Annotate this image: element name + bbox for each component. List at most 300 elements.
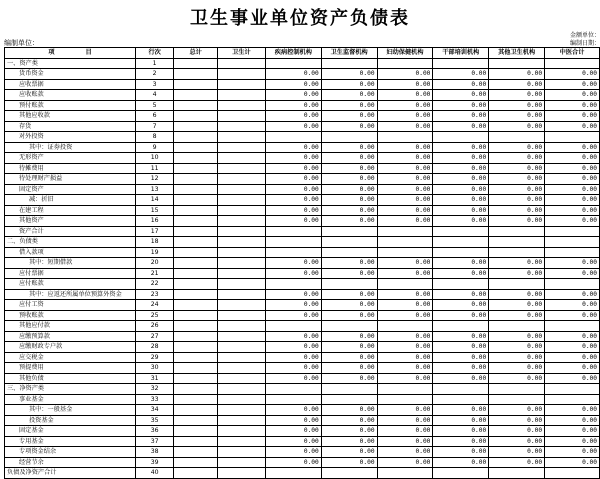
empty-cell xyxy=(321,468,377,479)
value-cell: 0.00 xyxy=(265,457,321,468)
value-cell: 0.00 xyxy=(545,342,600,353)
empty-cell xyxy=(321,279,377,290)
row-item-label: 在建工程 xyxy=(5,205,136,216)
row-item-label: 预收账款 xyxy=(5,310,136,321)
value-cell: 0.00 xyxy=(377,79,433,90)
empty-cell xyxy=(377,384,433,395)
table-row xyxy=(5,300,600,311)
empty-cell xyxy=(218,111,266,122)
empty-cell xyxy=(218,69,266,80)
row-line-number: 1 xyxy=(136,58,174,69)
empty-cell xyxy=(174,426,218,437)
table-row xyxy=(5,310,600,321)
row-line-number: 6 xyxy=(136,111,174,122)
empty-cell xyxy=(321,321,377,332)
value-cell: 0.00 xyxy=(377,415,433,426)
value-cell: 0.00 xyxy=(377,457,433,468)
row-line-number: 5 xyxy=(136,100,174,111)
table-row xyxy=(5,321,600,332)
row-item-label: 资产合计 xyxy=(5,226,136,237)
table-row xyxy=(5,457,600,468)
row-line-number: 39 xyxy=(136,457,174,468)
empty-cell xyxy=(174,310,218,321)
empty-cell xyxy=(377,58,433,69)
table-row xyxy=(5,352,600,363)
value-cell: 0.00 xyxy=(489,436,545,447)
value-cell: 0.00 xyxy=(545,363,600,374)
value-cell: 0.00 xyxy=(433,426,489,437)
value-cell: 0.00 xyxy=(433,195,489,206)
empty-cell xyxy=(545,468,600,479)
empty-cell xyxy=(433,58,489,69)
value-cell: 0.00 xyxy=(545,153,600,164)
empty-cell xyxy=(174,352,218,363)
value-cell: 0.00 xyxy=(321,436,377,447)
value-cell: 0.00 xyxy=(433,258,489,269)
empty-cell xyxy=(218,405,266,416)
row-line-number: 32 xyxy=(136,384,174,395)
balance-sheet-table xyxy=(4,47,600,479)
row-item-label: 货币资金 xyxy=(5,69,136,80)
empty-cell xyxy=(174,321,218,332)
row-line-number: 33 xyxy=(136,394,174,405)
value-cell: 0.00 xyxy=(265,310,321,321)
empty-cell xyxy=(218,205,266,216)
table-row xyxy=(5,373,600,384)
empty-cell xyxy=(265,58,321,69)
value-cell: 0.00 xyxy=(377,121,433,132)
empty-cell xyxy=(174,258,218,269)
row-line-number: 16 xyxy=(136,216,174,227)
empty-cell xyxy=(174,226,218,237)
header-health-supervision: 卫生监督机构 xyxy=(321,48,377,59)
value-cell: 0.00 xyxy=(265,258,321,269)
table-body xyxy=(5,58,600,478)
empty-cell xyxy=(174,100,218,111)
empty-cell xyxy=(174,195,218,206)
row-line-number: 15 xyxy=(136,205,174,216)
empty-cell xyxy=(218,121,266,132)
row-item-label: 专项资金结余 xyxy=(5,447,136,458)
value-cell: 0.00 xyxy=(321,90,377,101)
header-health-total: 卫生计 xyxy=(218,48,266,59)
empty-cell xyxy=(218,300,266,311)
row-line-number: 27 xyxy=(136,331,174,342)
row-item-label: 应缴财政专户款 xyxy=(5,342,136,353)
row-item-label: 其他应付款 xyxy=(5,321,136,332)
empty-cell xyxy=(174,331,218,342)
value-cell: 0.00 xyxy=(321,363,377,374)
value-cell: 0.00 xyxy=(377,205,433,216)
empty-cell xyxy=(218,132,266,143)
value-cell: 0.00 xyxy=(545,90,600,101)
empty-cell xyxy=(218,436,266,447)
row-line-number: 10 xyxy=(136,153,174,164)
row-line-number: 28 xyxy=(136,342,174,353)
value-cell: 0.00 xyxy=(489,310,545,321)
value-cell: 0.00 xyxy=(489,289,545,300)
row-line-number: 24 xyxy=(136,300,174,311)
value-cell: 0.00 xyxy=(377,258,433,269)
row-item-label: 其中：应返还所属单位预算外资金 xyxy=(5,289,136,300)
empty-cell xyxy=(174,58,218,69)
row-item-label: 投资基金 xyxy=(5,415,136,426)
row-item-label: 待处理财产损益 xyxy=(5,174,136,185)
row-item-label: 负债及净资产合计 xyxy=(5,468,136,479)
value-cell: 0.00 xyxy=(265,174,321,185)
empty-cell xyxy=(433,384,489,395)
value-cell: 0.00 xyxy=(489,331,545,342)
value-cell: 0.00 xyxy=(321,174,377,185)
row-item-label: 固定基金 xyxy=(5,426,136,437)
empty-cell xyxy=(174,394,218,405)
row-line-number: 38 xyxy=(136,447,174,458)
value-cell: 0.00 xyxy=(545,184,600,195)
value-cell: 0.00 xyxy=(545,174,600,185)
value-cell: 0.00 xyxy=(321,268,377,279)
value-cell: 0.00 xyxy=(433,79,489,90)
empty-cell xyxy=(174,384,218,395)
value-cell: 0.00 xyxy=(377,363,433,374)
row-item-label: 其他负债 xyxy=(5,373,136,384)
value-cell: 0.00 xyxy=(377,174,433,185)
empty-cell xyxy=(218,279,266,290)
table-row xyxy=(5,195,600,206)
value-cell: 0.00 xyxy=(321,342,377,353)
empty-cell xyxy=(433,394,489,405)
empty-cell xyxy=(218,237,266,248)
empty-cell xyxy=(174,69,218,80)
row-item-label: 预提费用 xyxy=(5,363,136,374)
value-cell: 0.00 xyxy=(265,373,321,384)
table-row xyxy=(5,153,600,164)
value-cell: 0.00 xyxy=(545,331,600,342)
header-tcm-total: 中医合计 xyxy=(545,48,600,59)
value-cell: 0.00 xyxy=(265,363,321,374)
table-row xyxy=(5,79,600,90)
row-line-number: 8 xyxy=(136,132,174,143)
row-item-label: 其中：证券投资 xyxy=(5,142,136,153)
value-cell: 0.00 xyxy=(545,300,600,311)
value-cell: 0.00 xyxy=(545,216,600,227)
value-cell: 0.00 xyxy=(265,111,321,122)
value-cell: 0.00 xyxy=(545,163,600,174)
empty-cell xyxy=(218,342,266,353)
value-cell: 0.00 xyxy=(433,363,489,374)
empty-cell xyxy=(489,226,545,237)
empty-cell xyxy=(377,226,433,237)
empty-cell xyxy=(545,58,600,69)
empty-cell xyxy=(218,142,266,153)
table-row xyxy=(5,226,600,237)
empty-cell xyxy=(489,394,545,405)
empty-cell xyxy=(174,153,218,164)
empty-cell xyxy=(545,384,600,395)
empty-cell xyxy=(545,132,600,143)
value-cell: 0.00 xyxy=(545,426,600,437)
row-line-number: 20 xyxy=(136,258,174,269)
empty-cell xyxy=(377,468,433,479)
table-row xyxy=(5,342,600,353)
empty-cell xyxy=(174,205,218,216)
value-cell: 0.00 xyxy=(265,447,321,458)
row-line-number: 21 xyxy=(136,268,174,279)
empty-cell xyxy=(321,237,377,248)
value-cell: 0.00 xyxy=(433,331,489,342)
empty-cell xyxy=(218,352,266,363)
row-item-label: 应缴预算款 xyxy=(5,331,136,342)
value-cell: 0.00 xyxy=(489,268,545,279)
row-item-label: 借入款项 xyxy=(5,247,136,258)
row-item-label: 经营节余 xyxy=(5,457,136,468)
value-cell: 0.00 xyxy=(433,447,489,458)
value-cell: 0.00 xyxy=(321,300,377,311)
value-cell: 0.00 xyxy=(489,363,545,374)
empty-cell xyxy=(174,79,218,90)
value-cell: 0.00 xyxy=(377,373,433,384)
value-cell: 0.00 xyxy=(321,352,377,363)
table-row xyxy=(5,289,600,300)
value-cell: 0.00 xyxy=(489,184,545,195)
row-line-number: 18 xyxy=(136,237,174,248)
value-cell: 0.00 xyxy=(489,426,545,437)
compile-date-label: 编制日期： xyxy=(569,40,600,47)
header-maternal-child: 妇幼保健机构 xyxy=(377,48,433,59)
empty-cell xyxy=(174,237,218,248)
empty-cell xyxy=(489,468,545,479)
row-line-number: 35 xyxy=(136,415,174,426)
empty-cell xyxy=(321,247,377,258)
value-cell: 0.00 xyxy=(265,342,321,353)
empty-cell xyxy=(174,415,218,426)
value-cell: 0.00 xyxy=(489,373,545,384)
value-cell: 0.00 xyxy=(321,289,377,300)
row-line-number: 3 xyxy=(136,79,174,90)
row-line-number: 14 xyxy=(136,195,174,206)
value-cell: 0.00 xyxy=(265,163,321,174)
row-line-number: 22 xyxy=(136,279,174,290)
table-row xyxy=(5,405,600,416)
empty-cell xyxy=(218,247,266,258)
empty-cell xyxy=(489,237,545,248)
row-item-label: 专用基金 xyxy=(5,436,136,447)
value-cell: 0.00 xyxy=(489,405,545,416)
empty-cell xyxy=(433,237,489,248)
empty-cell xyxy=(174,184,218,195)
empty-cell xyxy=(218,153,266,164)
empty-cell xyxy=(218,384,266,395)
empty-cell xyxy=(218,195,266,206)
empty-cell xyxy=(265,384,321,395)
table-row xyxy=(5,132,600,143)
row-item-label: 其他应收款 xyxy=(5,111,136,122)
value-cell: 0.00 xyxy=(321,205,377,216)
value-cell: 0.00 xyxy=(433,373,489,384)
row-item-label: 应付票据 xyxy=(5,268,136,279)
value-cell: 0.00 xyxy=(489,342,545,353)
row-line-number: 12 xyxy=(136,174,174,185)
value-cell: 0.00 xyxy=(489,79,545,90)
row-item-label: 应交税金 xyxy=(5,352,136,363)
empty-cell xyxy=(174,174,218,185)
empty-cell xyxy=(218,268,266,279)
row-item-label: 应收账款 xyxy=(5,90,136,101)
value-cell: 0.00 xyxy=(321,153,377,164)
value-cell: 0.00 xyxy=(433,163,489,174)
empty-cell xyxy=(545,394,600,405)
value-cell: 0.00 xyxy=(433,405,489,416)
value-cell: 0.00 xyxy=(265,69,321,80)
table-row xyxy=(5,237,600,248)
table-row xyxy=(5,58,600,69)
empty-cell xyxy=(218,468,266,479)
row-item-label: 固定资产 xyxy=(5,184,136,195)
row-item-label: 应付工资 xyxy=(5,300,136,311)
empty-cell xyxy=(489,321,545,332)
value-cell: 0.00 xyxy=(433,205,489,216)
empty-cell xyxy=(174,142,218,153)
empty-cell xyxy=(489,279,545,290)
value-cell: 0.00 xyxy=(265,195,321,206)
value-cell: 0.00 xyxy=(545,457,600,468)
value-cell: 0.00 xyxy=(433,310,489,321)
row-line-number: 7 xyxy=(136,121,174,132)
empty-cell xyxy=(433,247,489,258)
value-cell: 0.00 xyxy=(321,310,377,321)
value-cell: 0.00 xyxy=(545,373,600,384)
value-cell: 0.00 xyxy=(489,258,545,269)
row-line-number: 31 xyxy=(136,373,174,384)
row-line-number: 23 xyxy=(136,289,174,300)
value-cell: 0.00 xyxy=(545,195,600,206)
value-cell: 0.00 xyxy=(377,268,433,279)
value-cell: 0.00 xyxy=(545,415,600,426)
row-line-number: 13 xyxy=(136,184,174,195)
empty-cell xyxy=(174,132,218,143)
value-cell: 0.00 xyxy=(265,268,321,279)
empty-cell xyxy=(174,247,218,258)
row-item-label: 三、净资产类 xyxy=(5,384,136,395)
header-total: 总计 xyxy=(174,48,218,59)
value-cell: 0.00 xyxy=(489,111,545,122)
value-cell: 0.00 xyxy=(489,352,545,363)
value-cell: 0.00 xyxy=(433,268,489,279)
table-row xyxy=(5,69,600,80)
row-line-number: 40 xyxy=(136,468,174,479)
empty-cell xyxy=(377,394,433,405)
empty-cell xyxy=(489,247,545,258)
table-row xyxy=(5,258,600,269)
value-cell: 0.00 xyxy=(489,90,545,101)
value-cell: 0.00 xyxy=(545,100,600,111)
value-cell: 0.00 xyxy=(377,142,433,153)
value-cell: 0.00 xyxy=(377,163,433,174)
value-cell: 0.00 xyxy=(377,69,433,80)
value-cell: 0.00 xyxy=(265,79,321,90)
value-cell: 0.00 xyxy=(545,121,600,132)
empty-cell xyxy=(218,226,266,237)
table-row xyxy=(5,216,600,227)
empty-cell xyxy=(218,321,266,332)
value-cell: 0.00 xyxy=(489,415,545,426)
row-line-number: 30 xyxy=(136,363,174,374)
value-cell: 0.00 xyxy=(321,121,377,132)
empty-cell xyxy=(218,310,266,321)
value-cell: 0.00 xyxy=(265,415,321,426)
empty-cell xyxy=(174,90,218,101)
value-cell: 0.00 xyxy=(489,121,545,132)
table-row xyxy=(5,331,600,342)
row-item-label: 其中：短期借款 xyxy=(5,258,136,269)
value-cell: 0.00 xyxy=(377,405,433,416)
table-row xyxy=(5,247,600,258)
row-line-number: 17 xyxy=(136,226,174,237)
empty-cell xyxy=(174,216,218,227)
value-cell: 0.00 xyxy=(545,289,600,300)
empty-cell xyxy=(174,457,218,468)
value-cell: 0.00 xyxy=(489,69,545,80)
table-row xyxy=(5,205,600,216)
value-cell: 0.00 xyxy=(545,405,600,416)
value-cell: 0.00 xyxy=(265,352,321,363)
table-row xyxy=(5,100,600,111)
value-cell: 0.00 xyxy=(377,100,433,111)
empty-cell xyxy=(377,132,433,143)
value-cell: 0.00 xyxy=(433,90,489,101)
row-line-number: 19 xyxy=(136,247,174,258)
value-cell: 0.00 xyxy=(489,447,545,458)
value-cell: 0.00 xyxy=(433,121,489,132)
empty-cell xyxy=(265,279,321,290)
empty-cell xyxy=(545,226,600,237)
compiling-unit-label: 编制单位： xyxy=(4,39,39,47)
empty-cell xyxy=(489,132,545,143)
empty-cell xyxy=(218,258,266,269)
table-row xyxy=(5,111,600,122)
value-cell: 0.00 xyxy=(321,216,377,227)
value-cell: 0.00 xyxy=(545,352,600,363)
empty-cell xyxy=(377,237,433,248)
value-cell: 0.00 xyxy=(265,289,321,300)
empty-cell xyxy=(218,426,266,437)
empty-cell xyxy=(174,300,218,311)
row-item-label: 应付账款 xyxy=(5,279,136,290)
value-cell: 0.00 xyxy=(489,142,545,153)
table-row xyxy=(5,468,600,479)
row-line-number: 2 xyxy=(136,69,174,80)
empty-cell xyxy=(433,279,489,290)
value-cell: 0.00 xyxy=(321,405,377,416)
value-cell: 0.00 xyxy=(377,447,433,458)
value-cell: 0.00 xyxy=(545,79,600,90)
value-cell: 0.00 xyxy=(489,174,545,185)
value-cell: 0.00 xyxy=(265,300,321,311)
row-line-number: 36 xyxy=(136,426,174,437)
row-item-label: 预付账款 xyxy=(5,100,136,111)
value-cell: 0.00 xyxy=(321,195,377,206)
value-cell: 0.00 xyxy=(489,100,545,111)
empty-cell xyxy=(218,90,266,101)
row-item-label: 存货 xyxy=(5,121,136,132)
value-cell: 0.00 xyxy=(433,184,489,195)
value-cell: 0.00 xyxy=(489,163,545,174)
empty-cell xyxy=(321,58,377,69)
row-item-label: 其中：一般基金 xyxy=(5,405,136,416)
value-cell: 0.00 xyxy=(265,436,321,447)
empty-cell xyxy=(218,174,266,185)
empty-cell xyxy=(174,268,218,279)
empty-cell xyxy=(174,468,218,479)
